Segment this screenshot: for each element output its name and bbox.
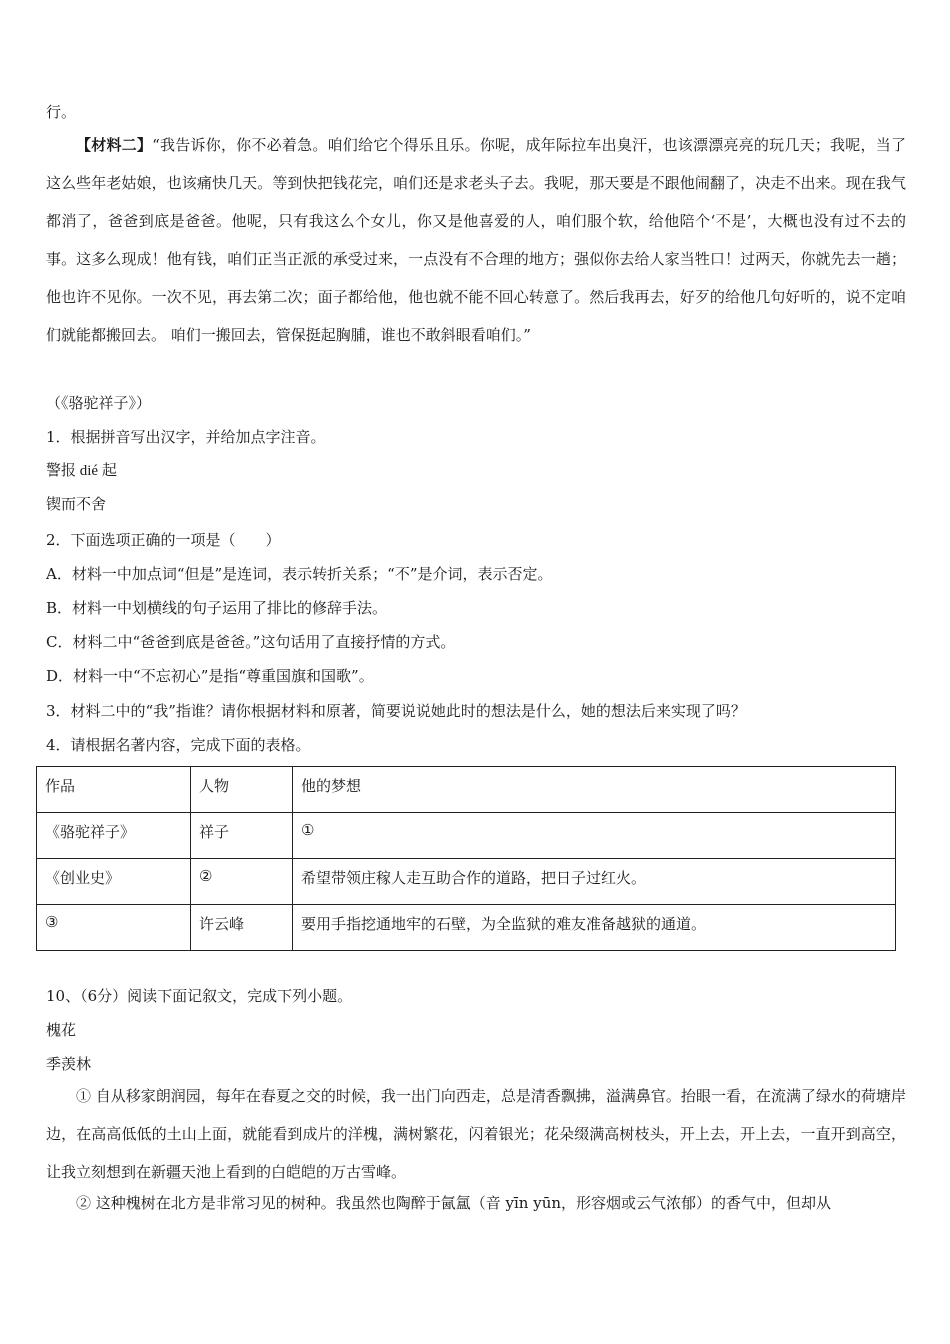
table-row [37, 859, 896, 905]
table-header-row [37, 767, 896, 813]
question-2-stem: 2．下面选项正确的一项是（ ） [46, 531, 281, 549]
question-2-option-b: B．材料一中划横线的句子运用了排比的修辞手法。 [46, 599, 388, 617]
dream-table [36, 766, 896, 951]
table-cell: 许云峰 [191, 905, 293, 951]
article-author: 季羡林 [46, 1055, 92, 1073]
table-cell: 《骆驼祥子》 [37, 813, 191, 859]
question-3-stem: 3．材料二中的“我”指谁？请你根据材料和原著，简要说说她此时的想法是什么，她的想法后来实现了吗？ [46, 702, 746, 720]
question-2-option-d: D．材料一中“不忘初心”是指“尊重国旗和国歌”。 [46, 667, 374, 685]
article-paragraph-2: ② 这种槐树在北方是非常习见的树种。我虽然也陶醉于氤氲（音 yīn yūn，形容烟或云气浓郁）的香气中，但却从 [76, 1194, 832, 1212]
table-cell: 《创业史》 [37, 859, 191, 905]
question-2-option-a: A．材料一中加点词“但是”是连词，表示转折关系；“不”是介词，表示否定。 [46, 565, 553, 583]
question-1-stem: 1．根据拼音写出汉字，并给加点字注音。 [46, 428, 326, 446]
material-two-label: 【材料二】 [76, 136, 153, 154]
table-header-cell: 作品 [37, 767, 191, 813]
material-two-paragraph [46, 126, 906, 354]
table-cell: ③ [37, 905, 191, 951]
material-two-text: “我告诉你，你不必着急。咱们给它个得乐且乐。你呢，成年际拉车出臭汗，也该漂漂亮亮的玩几天；我呢，当了这么些年老姑娘，也该痛快几天。等到快把钱花完，咱们还是求老头子去。我呢，那天要是不跟他闹翻了，决走不出来。现在我气都消了，爸爸到底是爸爸。他呢，只有我这么个女儿，你又是他喜爱的人，咱们服个软，给他陪个‘不是’，大概也没有过不去的事。这多么现成！他有钱，咱们正当正派的承受过来，一点没有不合理的地方；强似你去给人家当牲口！过两天，你就先去一趟；他也许不见你。一次不见，再去第二次；面子都给他，他也就不能不回心转意了。然后我再去，好歹的给他几句好听的，说不定咱们就能都搬回去。 咱们一搬回去，管保挺起胸脯，谁也不敢斜眼看咱们。” [46, 136, 906, 344]
article-title: 槐花 [46, 1021, 77, 1039]
continuation-line: 行。 [46, 103, 77, 121]
table-row [37, 813, 896, 859]
question-10-stem: 10、（6分）阅读下面记叙文，完成下列小题。 [46, 987, 353, 1005]
source-citation: （《骆驼祥子》） [46, 394, 152, 412]
question-1-item-2: 锲而不舍 [46, 497, 107, 513]
table-cell: 祥子 [191, 813, 293, 859]
table-header-cell: 他的梦想 [293, 767, 896, 813]
article-paragraph-1: ① 自从移家朗润园，每年在春夏之交的时候，我一出门向西走，总是清香飘拂，溢满鼻官。抬眼一看，在流满了绿水的荷塘岸边，在高高低低的土山上面，就能看到成片的洋槐，满树繁花，闪着银光；花朵缀满高树枝头，开上去，开上去，一直开到高空，让我立刻想到在新疆天池上看到的白皑皑的万古雪峰。 [46, 1087, 906, 1181]
table-cell: ① [293, 813, 896, 859]
table-cell: 要用手指挖通地牢的石壁，为全监狱的难友准备越狱的通道。 [293, 905, 896, 951]
table-cell: 希望带领庄稼人走互助合作的道路，把日子过红火。 [293, 859, 896, 905]
question-1-item-1: 警报 dié 起 [46, 463, 117, 479]
table-header-cell: 人物 [191, 767, 293, 813]
table-cell: ② [191, 859, 293, 905]
table-row [37, 905, 896, 951]
question-2-option-c: C．材料二中“爸爸到底是爸爸。”这句话用了直接抒情的方式。 [46, 633, 456, 651]
question-4-stem: 4．请根据名著内容，完成下面的表格。 [46, 736, 311, 754]
